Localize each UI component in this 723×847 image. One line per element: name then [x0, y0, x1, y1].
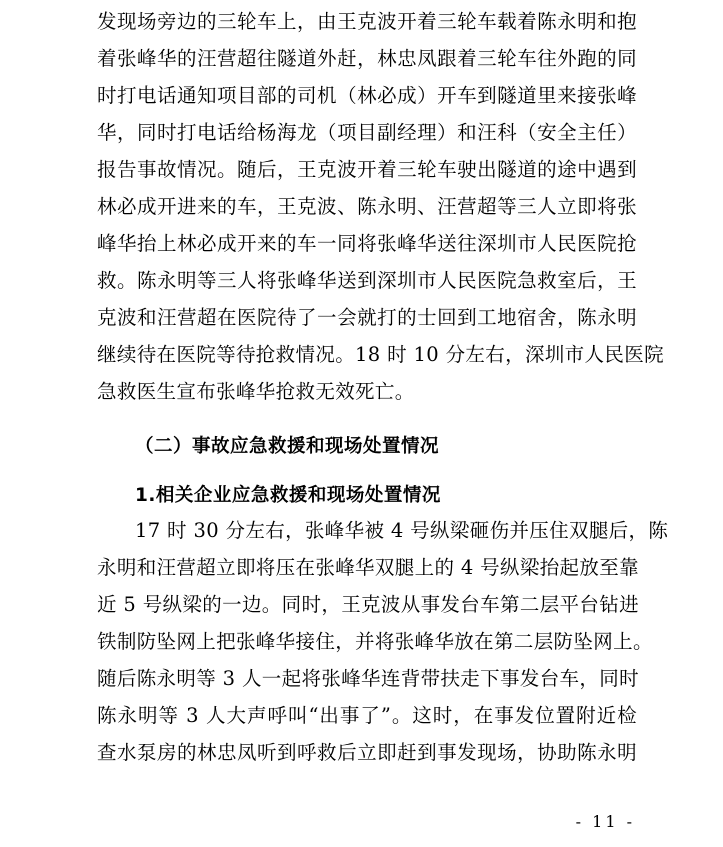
- subsection-heading: 1.相关企业应急救援和现场处置情况: [135, 485, 441, 506]
- paragraph-line: 永明和汪营超立即将压在张峰华双腿上的 4 号纵梁抬起放至靠: [97, 556, 639, 579]
- paragraph-line: 陈永明等 3 人大声呼叫“出事了”。这时，在事发位置附近检: [97, 704, 637, 727]
- paragraph-line: 报告事故情况。随后，王克波开着三轮车驶出隧道的途中遇到: [97, 158, 637, 181]
- paragraph-line: 着张峰华的汪营超往隧道外赶，林忠凤跟着三轮车往外跑的同: [97, 47, 637, 70]
- paragraph-line: 继续待在医院等待抢救情况。18 时 10 分左右，深圳市人民医院: [97, 343, 664, 366]
- paragraph-line: 查水泵房的林忠凤听到呼救后立即赶到事发现场，协助陈永明: [97, 741, 637, 764]
- paragraph-line: 克波和汪营超在医院待了一会就打的士回到工地宿舍，陈永明: [97, 306, 637, 329]
- paragraph-line: 近 5 号纵梁的一边。同时，王克波从事发台车第二层平台钻进: [97, 593, 639, 616]
- paragraph-line: 发现场旁边的三轮车上，由王克波开着三轮车载着陈永明和抱: [97, 10, 637, 33]
- paragraph-line: 林必成开进来的车，王克波、陈永明、汪营超等三人立即将张: [97, 195, 637, 218]
- paragraph-line: 时打电话通知项目部的司机（林必成）开车到隧道里来接张峰: [97, 84, 637, 107]
- paragraph-line: 救。陈永明等三人将张峰华送到深圳市人民医院急救室后，王: [97, 269, 637, 292]
- paragraph-line: 随后陈永明等 3 人一起将张峰华连背带扶走下事发台车，同时: [97, 667, 639, 690]
- page-number: - 11 -: [575, 812, 635, 831]
- paragraph-line: 铁制防坠网上把张峰华接住，并将张峰华放在第二层防坠网上。: [97, 630, 653, 653]
- paragraph-line: 华，同时打电话给杨海龙（项目副经理）和汪科（安全主任）: [97, 121, 637, 144]
- section-heading: （二）事故应急救援和现场处置情况: [135, 436, 440, 457]
- paragraph-line: 急救医生宣布张峰华抢救无效死亡。: [97, 380, 415, 403]
- paragraph-line: 峰华抬上林必成开来的车一同将张峰华送往深圳市人民医院抢: [97, 232, 637, 255]
- paragraph-line: 17 时 30 分左右，张峰华被 4 号纵梁砸伤并压住双腿后，陈: [135, 519, 669, 542]
